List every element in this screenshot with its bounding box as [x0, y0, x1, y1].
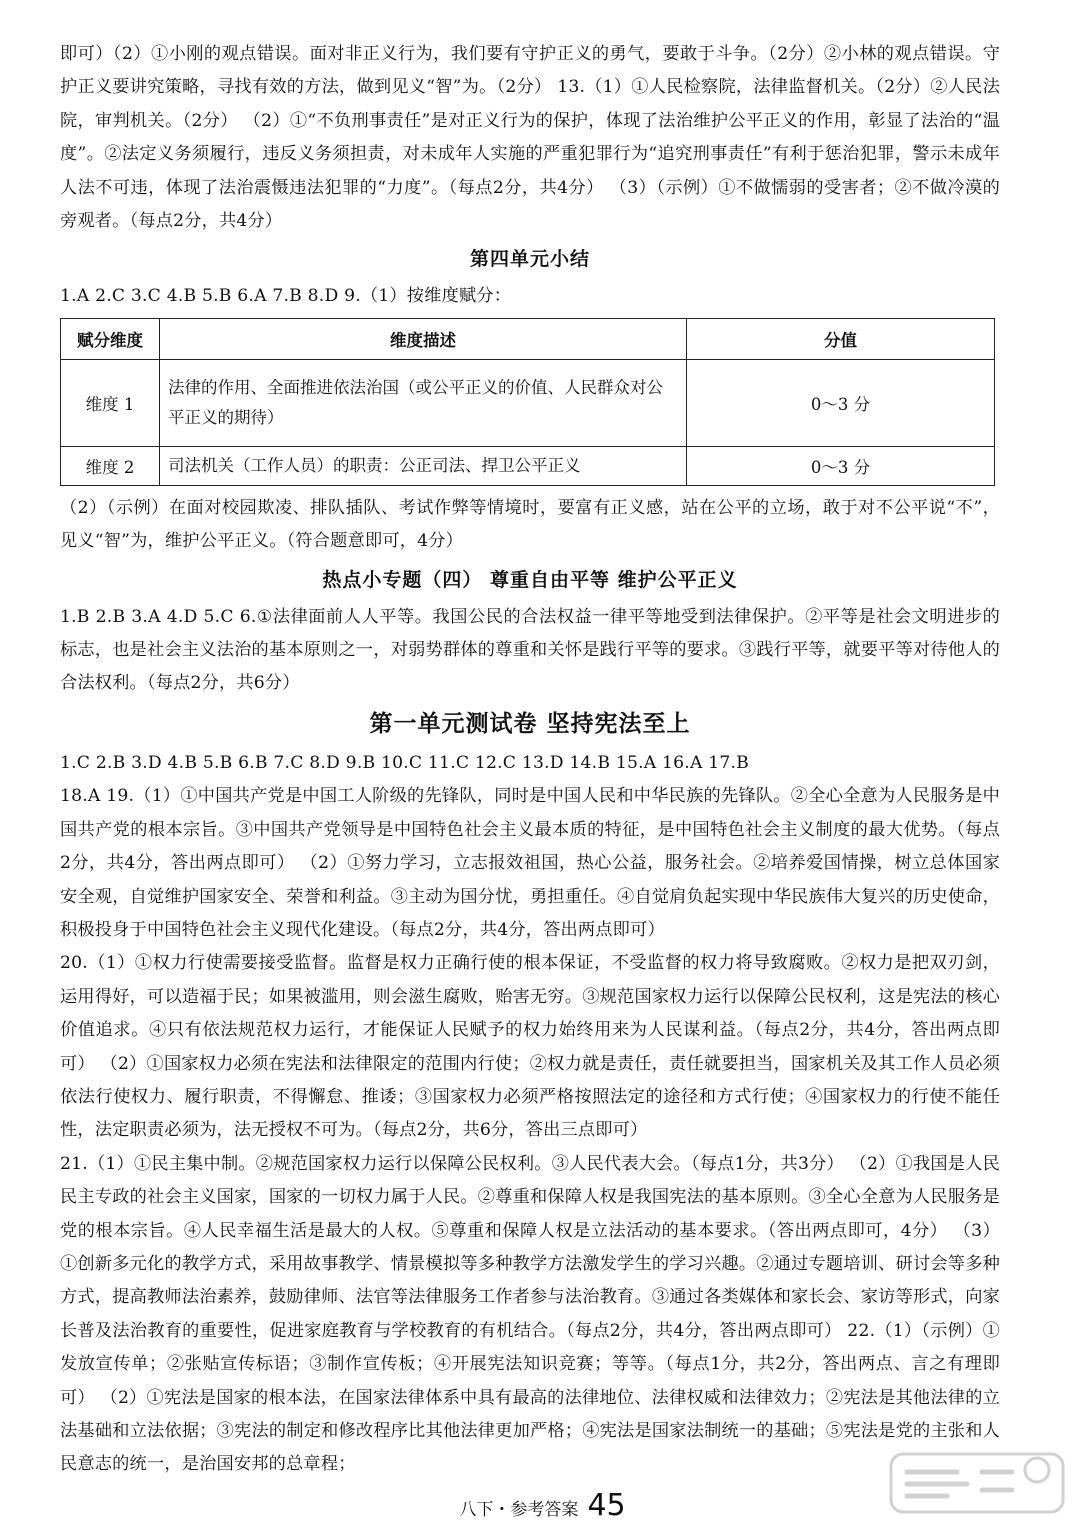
- section-title-unit1-test: 第一单元测试卷 坚持宪法至上: [369, 710, 691, 737]
- footer-label: 八下・参考答案: [459, 1500, 579, 1520]
- watermark-logo-icon: [887, 1450, 1067, 1516]
- unit1-q20: 20.（1）①权力行使需要接受监督。监督是权力正确行使的根本保证，不受监督的权力将导致腐败。②权力是把双刃剑，运用得好，可以造福于民；如果被滥用，则会滋生腐败，贻害无穷。③规范国家权力运行以保障公民权利，这是宪法的核心价值追求。④只有依法规范权力运行，才能保证人民赋予的权力始终用来为人民谋利益。（每点2分，共4分，答出两点即可） （2）①国家权力必须在宪法和法律限定的范围内行使；②权力就是责任，责任就要担当，国家机关及其工作人员必须依法行使权力、履行职责，不得懈怠、推诿；③国家权力必须严格按照法定的途径和方式行使；④国家权力的行使不能任性，法定职责必须为，法无授权不可为。（每点2分，共6分，答出三点即可）: [60, 953, 1000, 1141]
- hot-topic-body: 1.B 2.B 3.A 4.D 5.C 6.①法律面前人人平等。我国公民的合法权益一律平等地受到法律保护。②平等是社会文明进步的标志，也是社会主义法治的基本原则之一，对弱势群体的尊重和关怀是践行平等的要求。③践行平等，就要平等对待他人的合法权利。（每点2分，共6分）: [60, 606, 1000, 694]
- section-title-hot-topic: 热点小专题（四） 尊重自由平等 维护公平正义: [322, 568, 738, 591]
- page-number: 45: [587, 1488, 626, 1523]
- scoring-table: [60, 318, 995, 486]
- table-cell-description: 司法机关（工作人员）的职责：公正司法、捍卫公平正义: [160, 446, 687, 485]
- section-title-unit4-summary: 第四单元小结: [469, 248, 590, 271]
- paragraph-continued: 即可）（2）①小刚的观点错误。面对非正义行为，我们要有守护正义的勇气，要敢于斗争。（2分）②小林的观点错误。守护正义要讲究策略，寻找有效的方法，做到见义“智”为。（2分） 13.（1）①人民检察院，法律监督机关。（2分）②人民法院，审判机关。（2分） （2）①“不负刑事责任”是对正义行为的保护，体现了法治维护公平正义的作用，彰显了法治的“温度”。②法定义务须履行，违反义务须担责，对未成年人实施的严重犯罪行为“追究刑事责任”有利于惩治犯罪，警示未成年人法不可违，体现了法治震慑违法犯罪的“力度”。（每点2分，共4分） （3）（示例）①不做懦弱的受害者；②不做冷漠的旁观者。（每点2分，共4分）: [60, 44, 1000, 232]
- table-cell-score: 0～3 分: [687, 446, 995, 485]
- table-cell-dimension: 维度 2: [61, 446, 160, 485]
- unit1-q21-22: 21.（1）①民主集中制。②规范国家权力运行以保障公民权利。③人民代表大会。（每点1分，共3分） （2）①我国是人民民主专政的社会主义国家，国家的一切权力属于人民。②尊重和保障人权是我国宪法的基本原则。③全心全意为人民服务是党的根本宗旨。④人民幸福生活是最大的人权。⑤尊重和保障人权是立法活动的基本要求。（答出两点即可，4分） （3）①创新多元化的教学方式，采用故事教学、情景模拟等多种教学方法激发学生的学习兴趣。②通过专题培训、研讨会等多种方式，提高教师法治素养，鼓励律师、法官等法律服务工作者参与法治教育。③通过各类媒体和家长会、家访等形式，向家长普及法治教育的重要性，促进家庭教育与学校教育的有机结合。（每点2分，共4分，答出两点即可） 22.（1）（示例）①发放宣传单；②张贴宣传标语；③制作宣传板；④开展宪法知识竞赛；等等。（每点1分，共2分，答出两点、言之有理即可） （2）①宪法是国家的根本法，在国家法律体系中具有最高的法律地位、法律权威和法律效力；②宪法是其他法律的立法基础和立法依据；③宪法的制定和修改程序比其他法律更加严格；④宪法是国家法制统一的基础；⑤宪法是党的主张和人民意志的统一，是治国安邦的总章程；: [60, 1153, 1000, 1475]
- table-row: [61, 446, 995, 485]
- table-cell-description: 法律的作用、全面推进依法治国（或公平正义的价值、人民群众对公平正义的期待）: [160, 359, 687, 446]
- table-header-description: 维度描述: [160, 318, 687, 359]
- table-header-dimension: 赋分维度: [61, 318, 160, 359]
- unit4-after-table: （2）（示例）在面对校园欺凌、排队插队、考试作弊等情境时，要富有正义感，站在公平的立场，敢于对不公平说“不”，见义“智”为，维护公平正义。（符合题意即可，4分）: [60, 497, 1000, 552]
- table-header-score: 分值: [687, 318, 995, 359]
- table-cell-score: 0～3 分: [687, 359, 995, 446]
- unit4-answers: 1.A 2.C 3.C 4.B 5.B 6.A 7.B 8.D 9.（1）按维度赋分：: [60, 286, 512, 307]
- table-cell-dimension: 维度 1: [61, 359, 160, 446]
- unit1-choice-answers: 1.C 2.B 3.D 4.B 5.B 6.B 7.C 8.D 9.B 10.C 11.C 12.C 13.D 14.B 15.A 16.A 17.B: [60, 752, 750, 773]
- table-header-row: [61, 318, 995, 359]
- unit1-q18-19: 18.A 19.（1）①中国共产党是中国工人阶级的先锋队，同时是中国人民和中华民族的先锋队。②全心全意为人民服务是中国共产党的根本宗旨。③中国共产党领导是中国特色社会主义最本质的特征，是中国特色社会主义制度的最大优势。（每点2分，共4分，答出两点即可） （2）①努力学习，立志报效祖国，热心公益，服务社会。②培养爱国情操，树立总体国家安全观，自觉维护国家安全、荣誉和利益。③主动为国分忧，勇担重任。④自觉肩负起实现中华民族伟大复兴的历史使命，积极投身于中国特色社会主义现代化建设。（每点2分，共4分，答出两点即可）: [60, 786, 1000, 940]
- table-row: [61, 359, 995, 446]
- answer-page: [60, 38, 1000, 1482]
